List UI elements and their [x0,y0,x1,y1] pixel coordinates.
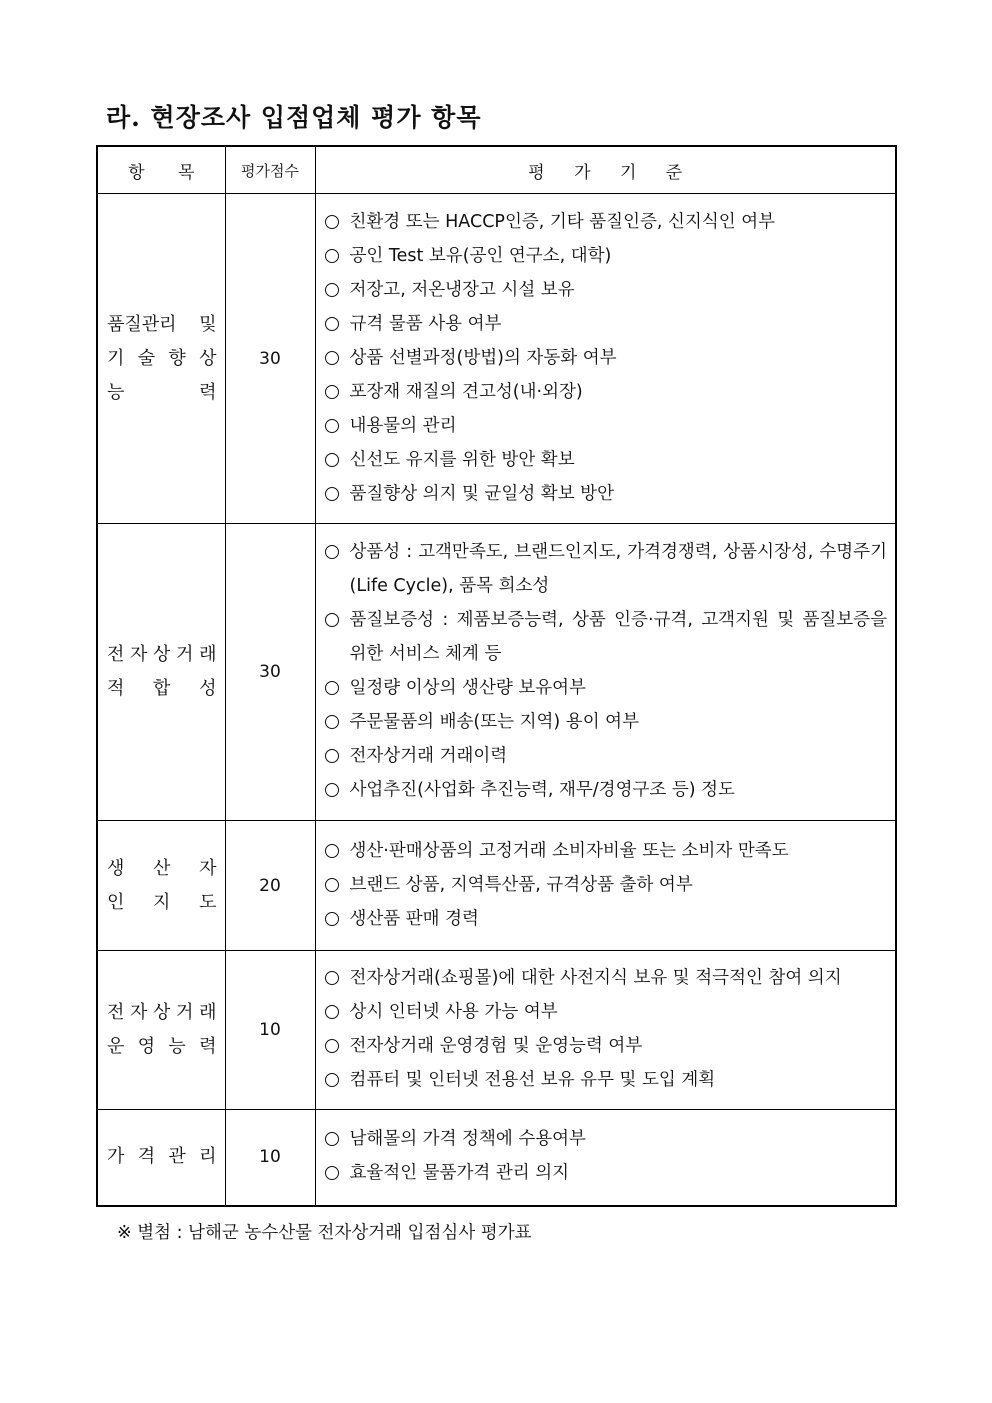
criteria-item [324,341,888,375]
circle-bullet-icon [324,239,350,273]
category-char: 력 [199,1036,217,1057]
score-cell: 10 [225,951,315,1110]
circle-bullet-icon [324,535,350,569]
category-char: 능 [107,381,125,403]
circle-bullet-icon [324,273,350,307]
criteria-item [324,1029,888,1063]
criteria-item [324,868,888,902]
criteria-text: 생산품 판매 경력 [349,908,479,929]
criteria-text: 전자상거래 거래이력 [349,746,508,766]
criteria-item [324,443,888,477]
category-char: 및 [199,313,217,335]
category-char: 자 [199,857,217,879]
criteria-text: 포장재 재질의 견고성(내·외장) [349,381,583,402]
category-char: 산 [153,857,171,879]
circle-bullet-icon [324,341,350,375]
circle-bullet-icon [324,1156,350,1190]
score-cell: 30 [225,194,315,524]
criteria-text: 사업추진(사업화 추진능력, 재무/경영구조 등) 정도 [349,780,735,800]
criteria-item [324,535,888,603]
circle-bullet-icon [324,834,350,868]
criteria-item [324,705,888,739]
category-char: 상 [153,644,171,665]
criteria-text: 공인 Test 보유(공인 연구소, 대학) [349,245,612,266]
category-cell [97,194,225,524]
category-char: 자 [130,1002,148,1023]
circle-bullet-icon [324,705,350,739]
category-char: 전 [107,644,125,665]
criteria-item [324,961,888,995]
category-char: 기 [107,347,125,369]
category-line [107,638,217,672]
criteria-item [324,375,888,409]
criteria-text: 품질향상 의지 및 균일성 확보 방안 [349,483,614,504]
category-char: 상 [153,1002,171,1023]
criteria-text: 상품성 : 고객만족도, 브랜드인지도, 가격경쟁력, 상품시장성, 수명주기(Life Cycle), 품목 희소성 [349,542,887,596]
circle-bullet-icon [324,868,350,902]
criteria-text: 품질보증성 : 제품보증능력, 상품 인증·규격, 고객지원 및 품질보증을 위한 서비스 체계 등 [349,610,887,664]
circle-bullet-icon [324,375,350,409]
evaluation-table [96,145,897,1207]
circle-bullet-icon [324,603,350,637]
category-char: 력 [199,381,217,403]
criteria-text: 남해몰의 가격 정책에 수용여부 [349,1129,586,1150]
category-cell [97,821,225,951]
criteria-cell [315,194,896,524]
criteria-item [324,834,888,868]
circle-bullet-icon [324,773,350,807]
criteria-text: 신선도 유지를 위한 방안 확보 [349,449,575,470]
category-line [107,996,217,1030]
criteria-cell [315,1110,896,1206]
category-cell [97,1110,225,1206]
criteria-text: 전자상거래 운영경험 및 운영능력 여부 [349,1036,643,1056]
category-char: 운 [107,1036,125,1057]
circle-bullet-icon [324,902,350,936]
circle-bullet-icon [324,443,350,477]
criteria-item [324,773,888,807]
category-char: 향 [168,347,186,369]
category-line [107,1030,217,1064]
category-char: 술 [137,347,156,369]
category-char: 성 [199,678,217,699]
category-line [107,886,217,920]
criteria-item [324,1063,888,1097]
category-cell [97,524,225,821]
category-char: 래 [199,644,217,665]
header-score: 평가점수 [225,146,315,194]
score-cell: 10 [225,1110,315,1206]
category-char: 도 [199,891,217,913]
category-char: 생 [107,857,125,879]
circle-bullet-icon [324,671,350,705]
criteria-text: 규격 물품 사용 여부 [349,313,502,334]
category-line [107,852,217,886]
criteria-item [324,902,888,936]
category-line [107,1140,217,1174]
category-line [107,308,217,342]
category-char: 합 [153,678,171,699]
criteria-item [324,307,888,341]
category-char: 영 [137,1036,156,1057]
category-char: 전 [107,1002,125,1023]
criteria-item [324,1122,888,1156]
category-char: 리 [199,1146,217,1168]
category-char: 격 [137,1146,156,1168]
header-criteria: 평 가 기 준 [315,146,896,194]
table-body [97,194,896,1206]
category-char: 거 [176,1002,194,1023]
table-row [97,951,896,1110]
criteria-item [324,205,888,239]
category-char: 거 [176,644,194,665]
footnote: ※ 별첨 : 남해군 농수산물 전자상거래 입점심사 평가표 [117,1223,532,1243]
criteria-item [324,273,888,307]
header-item: 항 목 [97,146,225,194]
table-row [97,524,896,821]
criteria-text: 컴퓨터 및 인터넷 전용선 보유 유무 및 도입 계획 [349,1070,716,1090]
criteria-item [324,603,888,671]
circle-bullet-icon [324,307,350,341]
criteria-text: 브랜드 상품, 지역특산품, 규격상품 출하 여부 [349,874,693,895]
category-char: 래 [199,1002,217,1023]
category-char: 지 [153,891,171,913]
circle-bullet-icon [324,205,350,239]
table-row [97,1110,896,1206]
category-char: 자 [130,644,148,665]
table-header-row [97,146,896,194]
circle-bullet-icon [324,1063,350,1097]
criteria-item [324,409,888,443]
section-title: 라. 현장조사 입점업체 평가 항목 [106,103,482,132]
criteria-item [324,239,888,273]
circle-bullet-icon [324,1029,350,1063]
criteria-text: 일정량 이상의 생산량 보유여부 [349,678,586,698]
criteria-item [324,995,888,1029]
criteria-item [324,477,888,511]
criteria-item [324,1156,888,1190]
criteria-text: 친환경 또는 HACCP인증, 기타 품질인증, 신지식인 여부 [349,211,776,232]
category-char: 관 [168,1146,186,1168]
criteria-text: 상시 인터넷 사용 가능 여부 [349,1002,558,1022]
category-char: 상 [199,347,217,369]
category-char: 품질관리 [107,313,177,335]
criteria-cell [315,524,896,821]
criteria-text: 상품 선별과정(방법)의 자동화 여부 [349,347,617,368]
criteria-cell [315,951,896,1110]
table-row [97,821,896,951]
category-char: 인 [107,891,125,913]
score-cell: 30 [225,524,315,821]
category-char: 가 [107,1146,125,1168]
circle-bullet-icon [324,477,350,511]
circle-bullet-icon [324,739,350,773]
score-cell: 20 [225,821,315,951]
circle-bullet-icon [324,1122,350,1156]
criteria-text: 주문물품의 배송(또는 지역) 용이 여부 [349,712,639,732]
category-char: 적 [107,678,125,699]
category-char: 능 [168,1036,186,1057]
category-cell [97,951,225,1110]
criteria-text: 효율적인 물품가격 관리 의지 [349,1163,570,1184]
circle-bullet-icon [324,995,350,1029]
circle-bullet-icon [324,961,350,995]
circle-bullet-icon [324,409,350,443]
criteria-item [324,739,888,773]
criteria-text: 저장고, 저온냉장고 시설 보유 [349,279,575,300]
criteria-text: 전자상거래(쇼핑몰)에 대한 사전지식 보유 및 적극적인 참여 의지 [349,968,842,988]
category-line [107,376,217,410]
criteria-text: 내용물의 관리 [349,415,457,436]
criteria-item [324,671,888,705]
table-row [97,194,896,524]
category-line [107,672,217,706]
criteria-cell [315,821,896,951]
category-line [107,342,217,376]
criteria-text: 생산·판매상품의 고정거래 소비자비율 또는 소비자 만족도 [349,840,789,861]
